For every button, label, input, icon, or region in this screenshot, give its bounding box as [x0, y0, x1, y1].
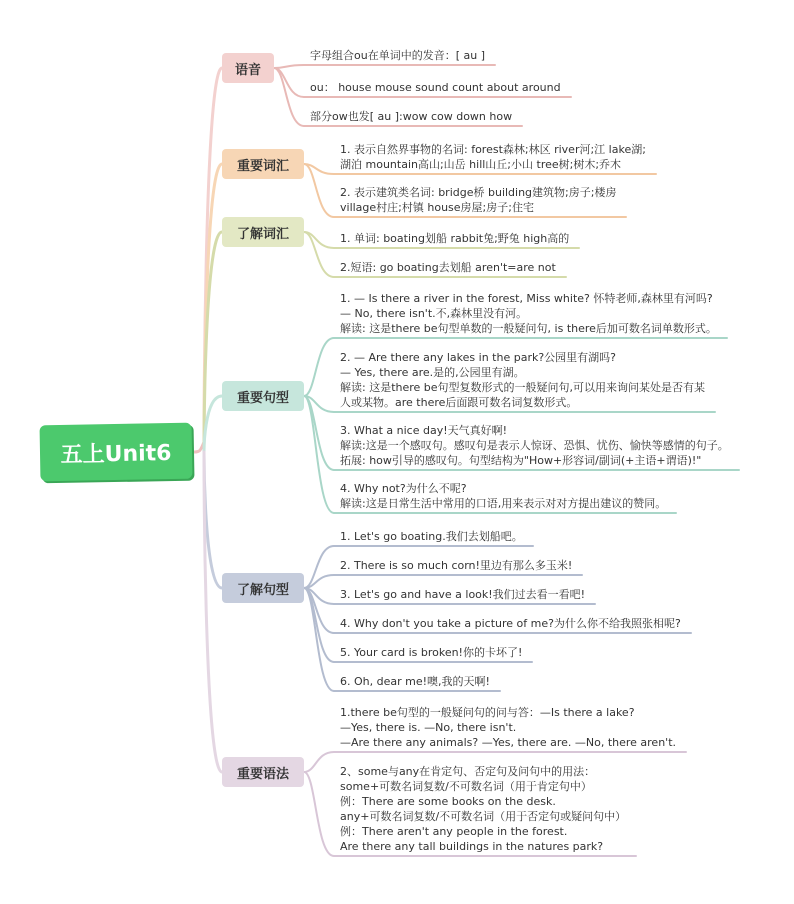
- sentence-why-not: [340, 481, 666, 511]
- leaf-line: 2. — Are there any lakes in the park?公园里有湖吗?: [340, 351, 617, 364]
- leaf-line: 1. — Is there a river in the forest, Miss white? 怀特老师,森林里有河吗?: [340, 292, 713, 305]
- leaf-line: some+可数名词复数/不可数名词（用于肯定句中）: [340, 780, 592, 793]
- leaf-line: 3. Let's go and have a look!我们过去看一看吧!: [340, 588, 586, 601]
- sentence-boating: [340, 529, 523, 544]
- category-key-vocabulary[interactable]: 重要词汇: [222, 149, 304, 179]
- leaf-line: 1. 单词: boating划船 rabbit兔;野兔 high高的: [340, 232, 570, 245]
- leaf-line: —Are there any animals? —Yes, there are. —No, there aren't.: [340, 736, 677, 749]
- leaf-line: 湖泊 mountain高山;山岳 hill山丘;小山 tree树;树木;乔木: [340, 158, 622, 171]
- category-key-sentences-connector: [204, 396, 222, 452]
- leaf-line: 1. 表示自然界事物的名词: forest森林;林区 river河;江 lake湖;: [340, 143, 646, 156]
- category-extra-vocabulary[interactable]: 了解词汇: [222, 217, 304, 247]
- sentence-card: [340, 645, 522, 660]
- phonics-ow-words: [310, 109, 512, 124]
- sentence-lakes: [340, 350, 705, 410]
- leaf-line: — Yes, there are.是的,公园里有湖。: [340, 366, 525, 379]
- sentence-picture: [340, 616, 681, 631]
- phonics-rule: [310, 48, 485, 63]
- leaf-line: —Yes, there is. —No, there isn't.: [340, 721, 517, 734]
- root-connector: [192, 442, 204, 452]
- category-phonics[interactable]: 语音: [222, 53, 274, 83]
- leaf-line: 部分ow也发[ au ]:wow cow down how: [310, 110, 513, 123]
- vocab-building-nouns: [340, 185, 616, 215]
- grammar-there-be: [340, 705, 676, 750]
- leaf-line: Are there any tall buildings in the natures park?: [340, 840, 604, 853]
- sentence-river: [340, 291, 717, 336]
- leaf-line: 1.there be句型的一般疑问句的问与答：—Is there a lake?: [340, 706, 635, 719]
- phonics-ou-words: [310, 80, 561, 95]
- leaf-line: 例：There are some books on the desk.: [340, 795, 556, 808]
- leaf-line: 6. Oh, dear me!噢,我的天啊!: [340, 675, 490, 688]
- leaf-line: 解读: 这是there be句型复数形式的一般疑问句,可以用来询问某处是否有某: [340, 381, 706, 394]
- leaf-line: — No, there isn't.不,森林里没有河。: [340, 307, 528, 320]
- leaf-line: 拓展: how引导的感叹句。句型结构为"How+形容词/副词(+主语+谓语)!": [340, 454, 702, 467]
- sentence-nice-day: [340, 423, 729, 468]
- leaf-line: 1. Let's go boating.我们去划船吧。: [340, 530, 523, 543]
- leaf-line: 4. Why not?为什么不呢?: [340, 482, 467, 495]
- sentence-dear-me: [340, 674, 490, 689]
- leaf-line: 4. Why don't you take a picture of me?为什么你不给我照张相呢?: [340, 617, 681, 630]
- sentence-corn: [340, 558, 572, 573]
- category-extra-sentences-connector: [204, 452, 222, 588]
- vocab-phrases: [340, 260, 556, 275]
- leaf-line: 2、some与any在肯定句、否定句及问句中的用法：: [340, 765, 596, 778]
- leaf-line: 解读:这是一个感叹句。感叹句是表示人惊讶、恐惧、忧伤、愉快等感情的句子。: [340, 439, 729, 452]
- root-node[interactable]: 五上Unit6: [40, 423, 193, 482]
- leaf-line: 人或某物。are there后面跟可数名词复数形式。: [340, 396, 578, 409]
- vocab-words: [340, 231, 569, 246]
- leaf-line: 2.短语: go boating去划船 aren't=are not: [340, 261, 556, 274]
- leaf-line: 例：There aren't any people in the forest.: [340, 825, 568, 838]
- leaf-line: 2. There is so much corn!里边有那么多玉米!: [340, 559, 573, 572]
- vocab-nature-nouns: [340, 142, 646, 172]
- leaf-line: 5. Your card is broken!你的卡坏了!: [340, 646, 523, 659]
- leaf-line: 字母组合ou在单词中的发音：[ au ]: [310, 49, 485, 62]
- leaf-line: 2. 表示建筑类名词: bridge桥 building建筑物;房子;楼房: [340, 186, 617, 199]
- grammar-some-any: [340, 764, 626, 854]
- sentence-look: [340, 587, 585, 602]
- leaf-line: village村庄;村镇 house房屋;房子;住宅: [340, 201, 534, 214]
- leaf-line: 解读: 这是there be句型单数的一般疑问句, is there后加可数名词单数形式。: [340, 322, 717, 335]
- category-key-grammar[interactable]: 重要语法: [222, 757, 304, 787]
- category-key-sentences[interactable]: 重要句型: [222, 381, 304, 411]
- leaf-line: 解读:这是日常生活中常用的口语,用来表示对对方提出建议的赞同。: [340, 497, 667, 510]
- leaf-line: any+可数名词复数/不可数名词（用于否定句或疑问句中）: [340, 810, 627, 823]
- leaf-line: ou： house mouse sound count about around: [310, 81, 561, 94]
- category-key-grammar-connector: [204, 452, 222, 772]
- leaf-line: 3. What a nice day!天气真好啊!: [340, 424, 508, 437]
- category-extra-sentences[interactable]: 了解句型: [222, 573, 304, 603]
